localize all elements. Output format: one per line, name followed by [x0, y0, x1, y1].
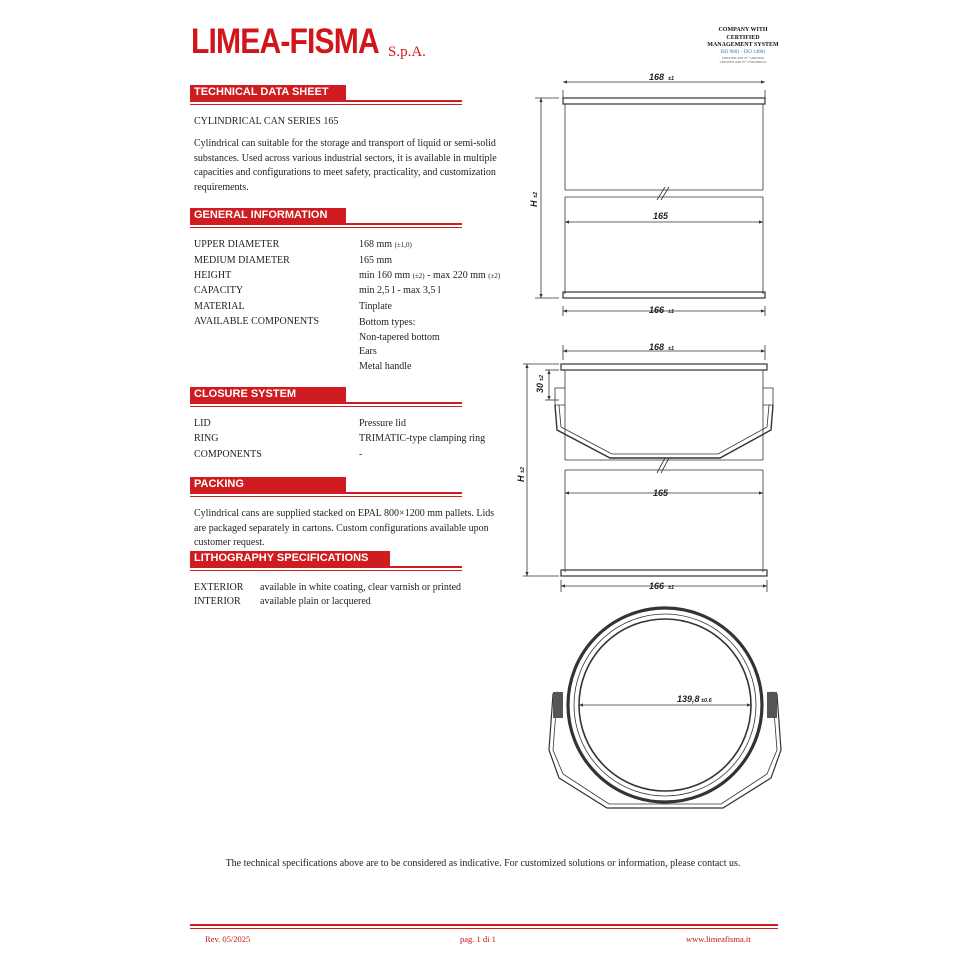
lid-value: Pressure lid [359, 418, 406, 429]
material-label: MATERIAL [194, 301, 245, 312]
value: - max 220 mm [427, 270, 486, 281]
divider [190, 570, 462, 571]
components-list [359, 316, 440, 374]
website-link[interactable]: www.limeafisma.it [686, 934, 751, 944]
section-heading: CLOSURE SYSTEM [190, 387, 346, 402]
closure-components-value: - [359, 449, 363, 460]
dim-d1-top-tol: ±1 [668, 76, 675, 82]
cert-iso: ISO 9001 - ISO 14001 [720, 49, 766, 55]
medium-diameter-label: MEDIUM DIAMETER [194, 255, 290, 266]
technical-drawings [515, 60, 790, 820]
exterior-value: available in white coating, clear varnish or printed [260, 582, 462, 593]
dim-d2-height: H [516, 475, 526, 482]
page-number: pag. 1 di 1 [460, 934, 496, 944]
section-litho [190, 551, 462, 571]
dim-d2-height-tol: ±2 [520, 466, 526, 473]
height-label: HEIGHT [194, 270, 232, 281]
footer-divider [190, 928, 778, 929]
dim-d1-mid: 165 [653, 211, 669, 221]
closure-components-label: COMPONENTS [194, 449, 262, 460]
company-suffix: S.p.A. [388, 44, 426, 60]
packing-text: Cylindrical cans are supplied stacked on EPAL 800×1200 mm pallets. Lids are packaged separately in cartons. Custom configurations available upon customer request. [194, 508, 495, 548]
list-item: Ears [359, 346, 377, 357]
height-value [359, 270, 500, 281]
dim-d3-diam-tol: ±0.6 [701, 698, 712, 704]
value: min 160 mm [359, 270, 411, 281]
divider [190, 227, 462, 228]
tolerance: (±2) [412, 272, 425, 280]
dim-d2-bottom-tol: ±1 [668, 585, 675, 591]
drawing-side-view [535, 82, 765, 316]
tolerance: (±2) [488, 272, 501, 280]
section-heading: PACKING [190, 477, 346, 492]
dim-d2-mid: 165 [653, 488, 669, 498]
dim-d2-lid: 30 [535, 382, 545, 393]
drawing-top-view [549, 608, 781, 808]
ring-value: TRIMATIC-type clamping ring [359, 433, 486, 444]
divider [190, 104, 462, 105]
dim-d1-height: H [529, 200, 539, 207]
dim-d2-bottom: 166 [649, 581, 665, 591]
drawing-handle-view [523, 345, 773, 592]
lid-label: LID [194, 418, 211, 429]
list-item: Bottom types: [359, 317, 416, 328]
upper-diameter-label: UPPER DIAMETER [194, 239, 280, 250]
dim-d2-lid-tol: ±2 [539, 374, 545, 381]
divider [190, 496, 462, 497]
dim-d1-bottom: 166 [649, 305, 665, 315]
disclaimer: The technical specifications above are to be considered as indicative. For customized solutions or information, please contact us. [225, 858, 741, 869]
section-heading: LITHOGRAPHY SPECIFICATIONS [190, 551, 390, 566]
product-description: Cylindrical can suitable for the storage and transport of liquid or semi-solid substances. Used across various industrial sectors, it is available in multiple capacities and configurations to meet safety, practicality, and customization requirements. [194, 138, 497, 193]
section-heading: GENERAL INFORMATION [190, 208, 346, 223]
cert-fine: CERTIFICATE N° 0700/00005A [719, 60, 767, 65]
dim-d2-top-tol: ±1 [668, 346, 675, 352]
capacity-label: CAPACITY [194, 285, 244, 296]
upper-diameter-value [359, 239, 412, 250]
dim-d1-bottom-tol: ±1 [668, 309, 675, 315]
divider [190, 406, 462, 407]
section-technical [190, 85, 462, 105]
cert-fine: CERTIFICATE N° 7400/0691 [721, 55, 765, 60]
exterior-label: EXTERIOR [194, 582, 244, 593]
capacity-value: min 2,5 l - max 3,5 l [359, 285, 441, 296]
company-logo: LIMEA-FISMA [191, 22, 379, 61]
components-label: AVAILABLE COMPONENTS [194, 316, 319, 327]
section-packing [190, 477, 462, 497]
material-value: Tinplate [359, 301, 392, 312]
medium-diameter-value: 165 mm [359, 255, 393, 266]
cert-line: COMPANY WITH [718, 27, 768, 33]
dim-d3-diam: 139,8 [677, 694, 700, 704]
certification-badge [690, 27, 796, 65]
section-general [190, 208, 462, 228]
cert-line: MANAGEMENT SYSTEM [707, 42, 779, 48]
section-heading: TECHNICAL DATA SHEET [190, 85, 346, 100]
ring-label: RING [194, 433, 219, 444]
dim-d2-top: 168 [649, 342, 665, 352]
product-name: CYLINDRICAL CAN SERIES 165 [194, 116, 339, 127]
value: 168 mm [359, 239, 393, 250]
list-item: Metal handle [359, 360, 412, 372]
interior-value: available plain or lacquered [260, 596, 371, 607]
list-item: Non-tapered bottom [359, 331, 440, 343]
cert-line: CERTIFIED [726, 34, 760, 41]
footer-divider [190, 924, 778, 926]
section-closure [190, 387, 462, 407]
tolerance: (±1,0) [394, 241, 412, 249]
revision: Rev. 05/2025 [205, 934, 251, 944]
interior-label: INTERIOR [194, 596, 241, 607]
dim-d1-height-tol: ±2 [533, 191, 539, 198]
dim-d1-top: 168 [649, 72, 665, 82]
